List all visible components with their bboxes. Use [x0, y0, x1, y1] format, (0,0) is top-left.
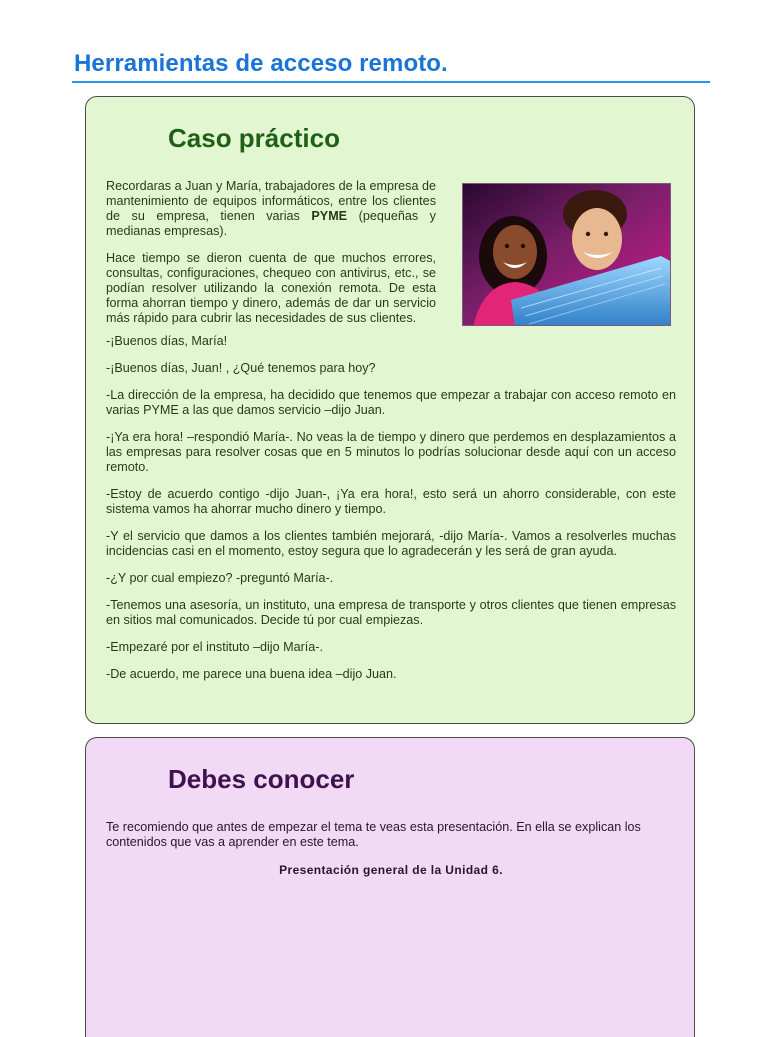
intro-paragraph-1: [106, 179, 436, 239]
pyme-term: PYME: [311, 209, 348, 223]
dialog-line: -Estoy de acuerdo contigo -dijo Juan-, ¡Ya era hora!, esto será un ahorro considerable, con este sistema vamos ha ahorrar mucho dinero y tiempo.: [106, 487, 676, 516]
dialog-line: -¡Ya era hora! –respondió María-. No veas la de tiempo y dinero que perdemos en desplazamientos a las empresas para resolver cosas que en 5 minutos lo podrías solucionar desde aquí con un acceso remoto.: [106, 430, 676, 474]
case-study-dialog: [106, 334, 676, 694]
dialog-line: -Y el servicio que damos a los clientes también mejorará, -dijo María-. Vamos a resolverles muchas incidencias casi en el momento, estoy segura que lo agradecerán y les será de gran ayuda.: [106, 529, 676, 558]
must-know-text: Te recomiendo que antes de empezar el tema te veas esta presentación. En ella se explican los contenidos que vas a aprender en este tema.: [106, 820, 641, 849]
dialog-line: -Tenemos una asesoría, un instituto, una empresa de transporte y otros clientes que tienen empresas en sitios mal comunicados. Decide tú por cual empiezas.: [106, 598, 676, 627]
intro-text-start: Recordaras a Juan y María, trabajadores de la empresa de mantenimiento de equipos informáticos, entre los clientes de su empresa, tienen varias: [106, 179, 436, 223]
dialog-line: -¡Buenos días, María!: [106, 334, 228, 348]
dialog-line: -Empezaré por el instituto –dijo María-.: [106, 640, 323, 654]
intro-paragraph-2: Hace tiempo se dieron cuenta de que muchos errores, consultas, configuraciones, chequeo con antivirus, etc., se podían resolver utilizando la conexión remota. De esta forma ahorran tiempo y dinero, además de dar un servicio más rápido para cubrir las necesidades de sus clientes.: [106, 251, 436, 325]
presentation-link[interactable]: Presentación general de la Unidad 6.: [279, 863, 503, 877]
dialog-line: -¿Y por cual empiezo? -preguntó María-.: [106, 571, 334, 585]
intro-text-end: (pequeñas y medianas empresas).: [106, 209, 436, 238]
title-divider: [72, 81, 710, 83]
case-study-intro: [106, 179, 436, 338]
must-know-box: [85, 737, 695, 1037]
case-study-heading: Caso práctico: [168, 123, 340, 153]
dialog-line: -¡Buenos días, Juan! , ¿Qué tenemos para hoy?: [106, 361, 376, 375]
two-people-at-computer-photo: [462, 183, 671, 326]
dialog-line: -La dirección de la empresa, ha decidido que tenemos que empezar a trabajar con acceso remoto en varias PYME a las que damos servicio –dijo Juan.: [106, 388, 676, 417]
case-study-box: [85, 96, 695, 724]
must-know-heading: Debes conocer: [168, 764, 355, 794]
dialog-line: -De acuerdo, me parece una buena idea –dijo Juan.: [106, 667, 397, 681]
page-title: Herramientas de acceso remoto.: [74, 50, 448, 77]
